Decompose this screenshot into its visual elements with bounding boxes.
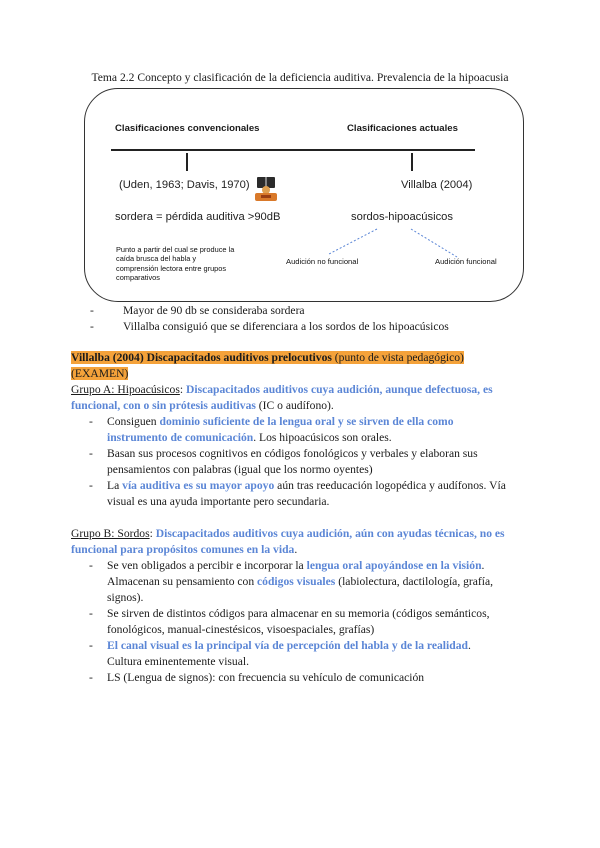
- group-a-bullets: [71, 414, 531, 510]
- group-a-label: Grupo A: Hipoacúsicos: [71, 383, 180, 396]
- conventional-definition: sordera = pérdida auditiva >90dB: [115, 211, 281, 223]
- functional-label: Audición funcional: [435, 257, 497, 266]
- group-b-definition: Grupo B: Sordos: Discapacitados auditivos cuya audición, aún con ayudas técnicas, no es funcional para propósitos comunes en la vida.: [71, 527, 505, 556]
- list-item: - Se sirven de distintos códigos para almacenar en su memoria (códigos semánticos, fonológicos, manual-cinestésicos, visoespaciales, grafías): [89, 607, 490, 636]
- section-heading: Villalba (2004) Discapacitados auditivos prelocutivos (punto de vista pedagógico) (EXAMEN): [71, 351, 464, 380]
- intro-bullets: [90, 303, 530, 335]
- no-functional-label: Audición no funcional: [286, 257, 359, 266]
- page-title: Tema 2.2 Concepto y clasificación de la deficiencia auditiva. Prevalencia de la hipoacusia: [91, 71, 509, 84]
- group-a-definition: Grupo A: Hipoacúsicos: Discapacitados auditivos cuya audición, aunque defectuosa, es funcional, con o sin prótesis auditivas (IC o audífono).: [71, 383, 493, 412]
- list-item: - Basan sus procesos cognitivos en códigos fonológicos y verbales y elaboran sus pensamientos con palabras (igual que los normo oyentes): [89, 447, 478, 476]
- list-item: - Se ven obligados a percibir e incorporar la lengua oral apoyándose en la visión. Almacenan su pensamiento con códigos visuales (labiolectura, dactilología, grafía, signos).: [89, 559, 494, 604]
- cutoff-note: Punto a partir del cual se produce la caída brusca del habla y comprensión lectora entre grupos comparativos: [116, 245, 235, 283]
- list-item: - Mayor de 90 db se consideraba sordera: [90, 304, 305, 317]
- list-item: - El canal visual es la principal vía de percepción del habla y de la realidad. Cultura eminentemente visual.: [89, 639, 471, 668]
- current-authors: Villalba (2004): [401, 179, 473, 191]
- list-item: - LS (Lengua de signos): con frecuencia su vehículo de comunicación: [89, 671, 425, 684]
- dotted-arrows: [85, 89, 523, 301]
- current-header: Clasificaciones actuales: [347, 123, 458, 134]
- conventional-header: Clasificaciones convencionales: [115, 123, 260, 134]
- list-item: - Villalba consiguió que se diferenciara a los sordos de los hipoacúsicos: [90, 320, 449, 333]
- group-b-bullets: [71, 558, 531, 686]
- group-b-label: Grupo B: Sordos: [71, 527, 150, 540]
- list-item: - La vía auditiva es su mayor apoyo aún tras reeducación logopédica y audífonos. Vía visual es una ayuda importante pero secundaria.: [89, 479, 506, 508]
- conventional-authors: (Uden, 1963; Davis, 1970): [119, 179, 250, 191]
- current-definition: sordos-hipoacúsicos: [351, 211, 453, 223]
- classification-diagram: [84, 88, 524, 302]
- exam-tag: (EXAMEN): [71, 367, 129, 380]
- list-item: - Consiguen dominio suficiente de la lengua oral y se sirven de ella como instrumento de comunicación. Los hipoacúsicos son orales.: [89, 415, 454, 444]
